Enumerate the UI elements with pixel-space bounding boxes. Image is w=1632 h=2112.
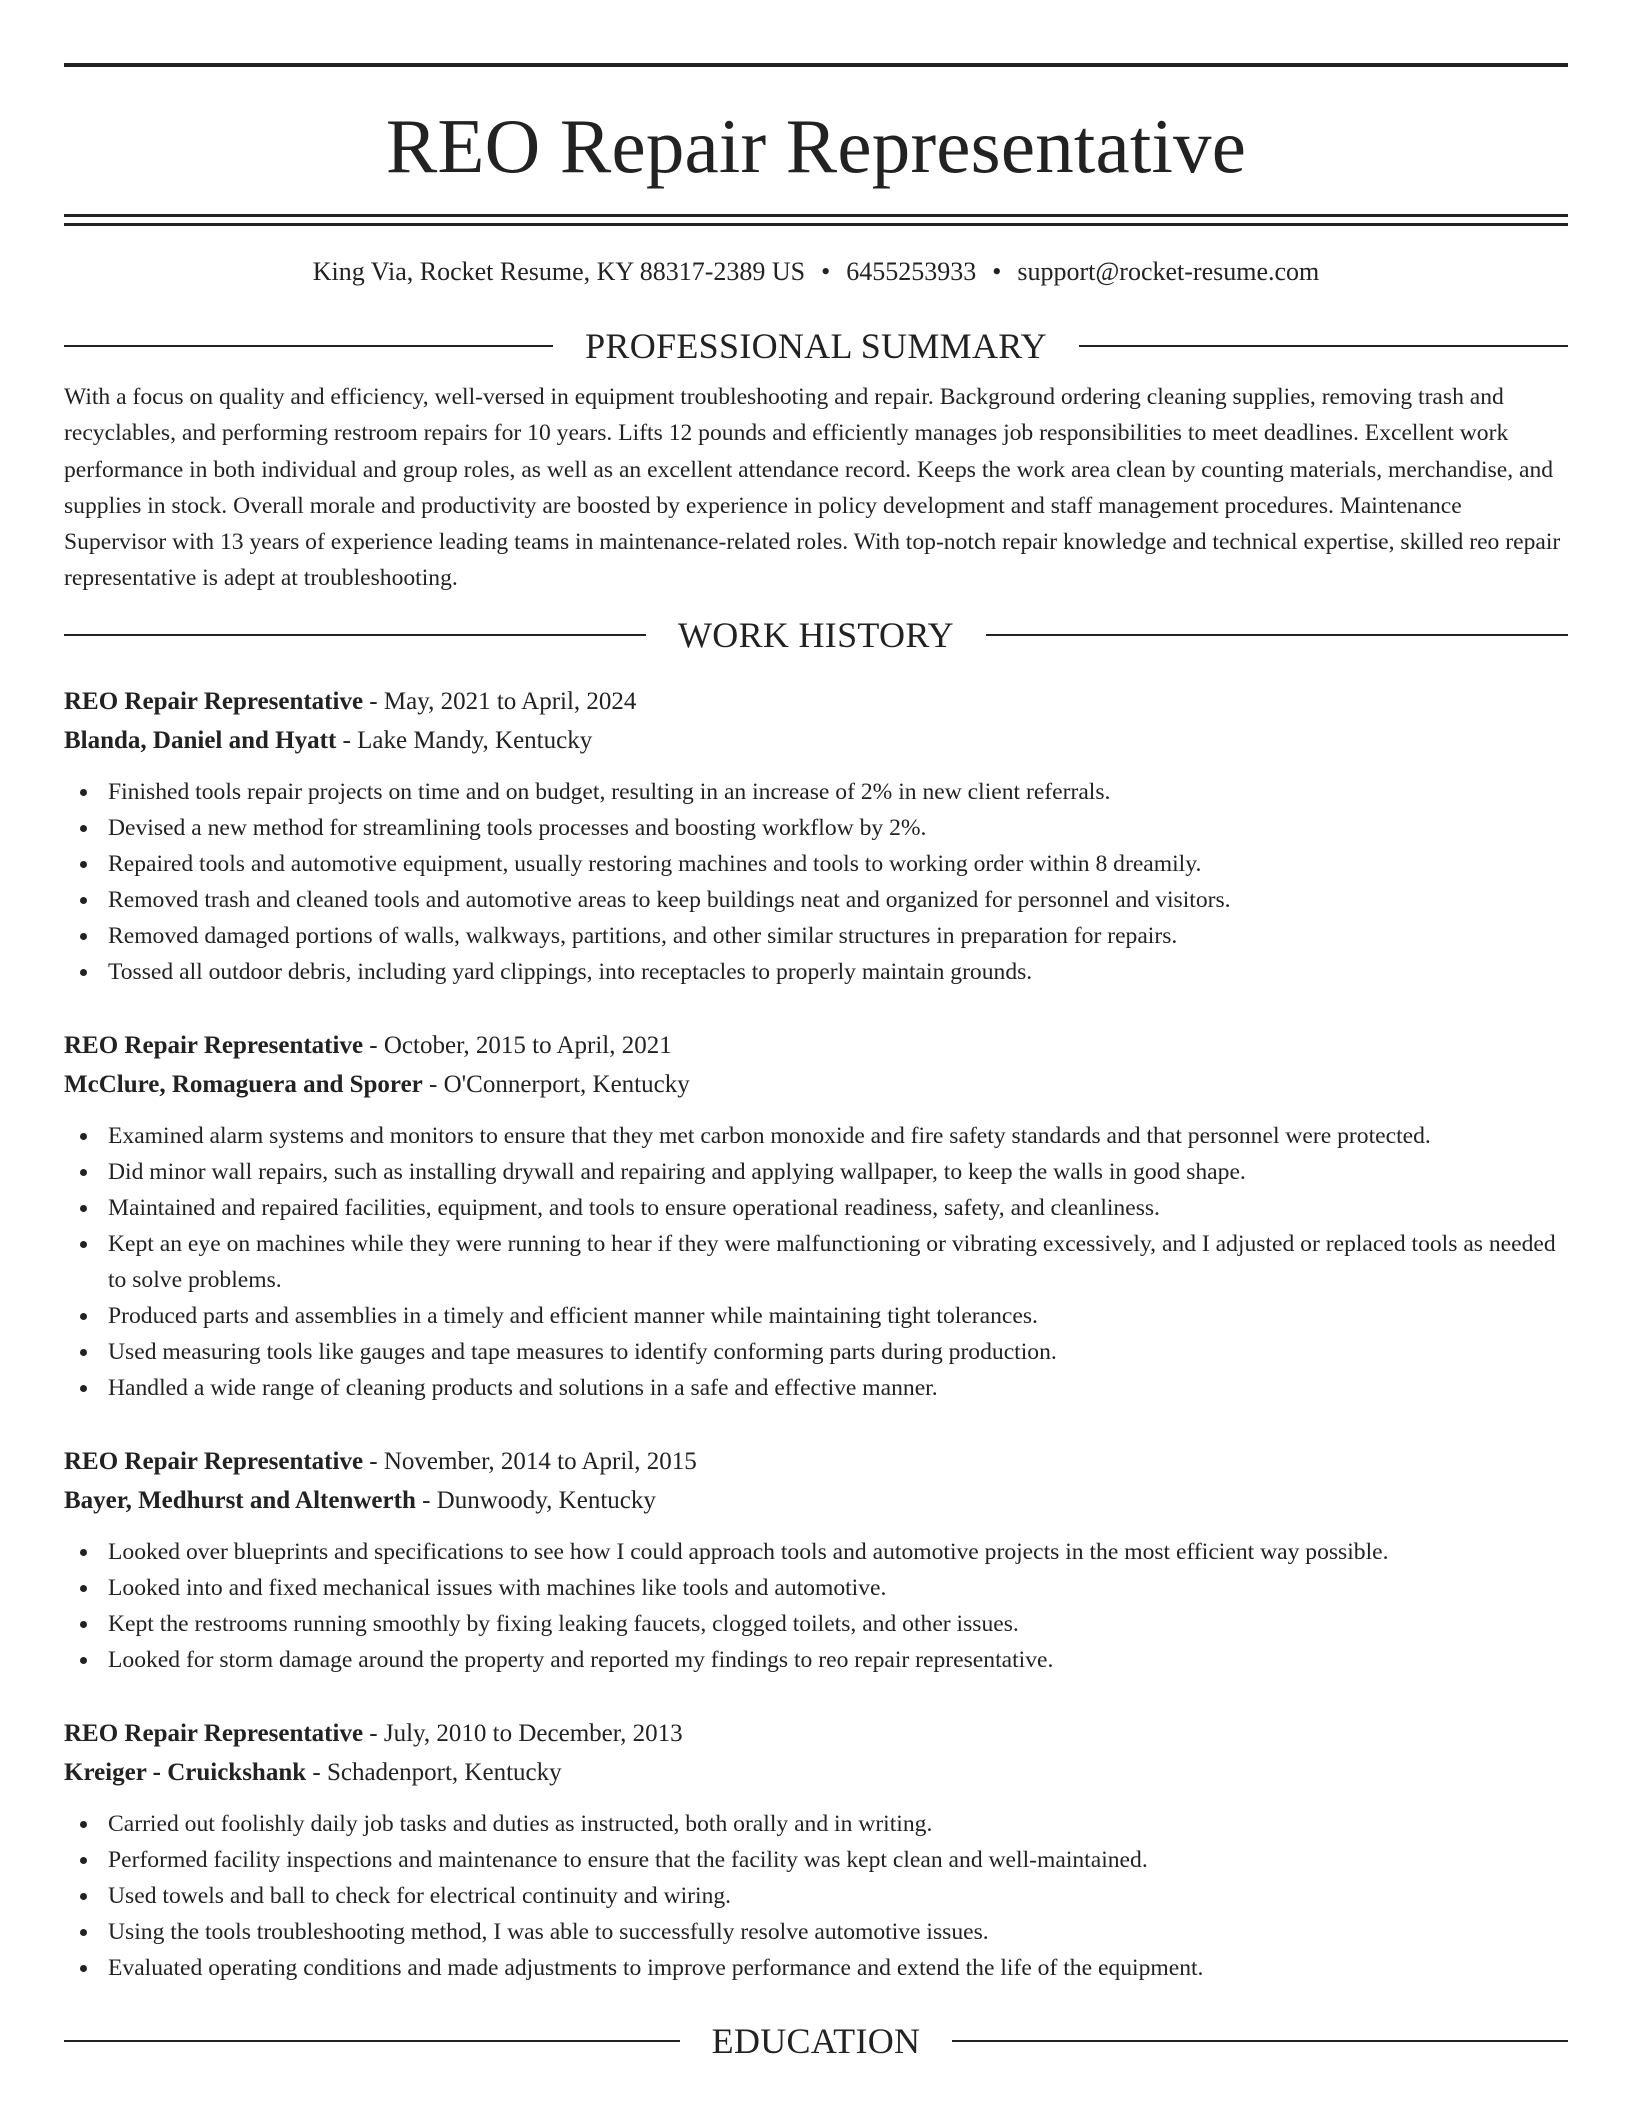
section-heading-summary [64, 326, 1568, 366]
resume-page [64, 0, 1568, 2061]
job-bullets [64, 1806, 1568, 1986]
job-title: REO Repair Representative [64, 1719, 364, 1747]
job-bullet: Removed damaged portions of walls, walkways, partitions, and other similar structures in preparation for repairs. [64, 918, 1568, 954]
job-bullet: Looked over blueprints and specifications to see how I could approach tools and automotive projects in the most efficient way possible. [64, 1534, 1568, 1570]
job-location: - O'Connerport, Kentucky [429, 1070, 690, 1098]
contact-address: King Via, Rocket Resume, KY 88317-2389 US [312, 257, 806, 286]
heading-rule-right [986, 634, 1568, 636]
resume-name: REO Repair Representative [385, 103, 1247, 189]
job-bullet: Evaluated operating conditions and made adjustments to improve performance and extend the life of the equipment. [64, 1950, 1568, 1986]
job-company-line [64, 1481, 1568, 1520]
job-bullet: Handled a wide range of cleaning products and solutions in a safe and effective manner. [64, 1370, 1568, 1406]
section-heading-work-history [64, 615, 1568, 655]
job-bullet: Removed trash and cleaned tools and automotive areas to keep buildings neat and organized for personnel and visitors. [64, 882, 1568, 918]
job-entry [64, 1026, 1568, 1406]
job-bullet: Did minor wall repairs, such as installing drywall and repairing and applying wallpaper, to keep the walls in good shape. [64, 1154, 1568, 1190]
section-title: PROFESSIONAL SUMMARY [585, 326, 1047, 366]
job-company: Bayer, Medhurst and Altenwerth [64, 1486, 416, 1514]
heading-rule-left [64, 345, 553, 347]
section-heading-education [64, 2021, 1568, 2061]
job-dates: - May, 2021 to April, 2024 [369, 687, 637, 715]
job-title-line [64, 682, 1568, 721]
contact-line [64, 256, 1568, 288]
job-bullet: Looked into and fixed mechanical issues with machines like tools and automotive. [64, 1570, 1568, 1606]
job-bullet: Performed facility inspections and maintenance to ensure that the facility was kept clean and well-maintained. [64, 1842, 1568, 1878]
job-company-line [64, 721, 1568, 760]
job-bullet: Used towels and ball to check for electrical continuity and wiring. [64, 1878, 1568, 1914]
contact-separator: • [821, 257, 831, 286]
job-dates: - July, 2010 to December, 2013 [369, 1719, 683, 1747]
job-title: REO Repair Representative [64, 1031, 364, 1059]
job-location: - Schadenport, Kentucky [312, 1758, 562, 1786]
heading-rule-left [64, 2040, 680, 2042]
job-bullet: Kept the restrooms running smoothly by fixing leaking faucets, clogged toilets, and other issues. [64, 1606, 1568, 1642]
contact-separator: • [992, 257, 1002, 286]
heading-rule-right [1079, 345, 1568, 347]
job-dates: - November, 2014 to April, 2015 [369, 1447, 697, 1475]
job-bullet: Tossed all outdoor debris, including yard clippings, into receptacles to properly maintain grounds. [64, 954, 1568, 990]
heading-rule-right [952, 2040, 1568, 2042]
job-bullets [64, 774, 1568, 990]
job-bullet: Using the tools troubleshooting method, I was able to successfully resolve automotive issues. [64, 1914, 1568, 1950]
job-title: REO Repair Representative [64, 687, 364, 715]
summary-text: With a focus on quality and efficiency, well-versed in equipment troubleshooting and repair. Background ordering cleaning supplies, removing trash and recyclables, and performing restroom repairs for 10 years. Lifts 12 pounds and efficiently manages job responsibilities to meet deadlines. Excellent work performance in both individual and group roles, as well as an excellent attendance record. Keeps the work area clean by counting materials, merchandise, and supplies in stock. Overall morale and productivity are boosted by experience in policy development and staff management procedures. Maintenance Supervisor with 13 years of experience leading teams in maintenance-related roles. With top-notch repair knowledge and technical expertise, skilled reo repair representative is adept at troubleshooting. [64, 384, 1561, 592]
job-bullets [64, 1534, 1568, 1678]
heading-rule-left [64, 634, 646, 636]
contact-email: support@rocket-resume.com [1017, 257, 1320, 286]
job-entry [64, 1714, 1568, 1986]
job-title: REO Repair Representative [64, 1447, 364, 1475]
job-bullet: Repaired tools and automotive equipment, usually restoring machines and tools to working order within 8 dreamily. [64, 846, 1568, 882]
job-company: Kreiger - Cruickshank [64, 1758, 307, 1786]
section-title: EDUCATION [711, 2020, 921, 2061]
job-bullet: Kept an eye on machines while they were running to hear if they were malfunctioning or vibrating excessively, and I adjusted or replaced tools as needed to solve problems. [64, 1226, 1568, 1298]
job-entry [64, 682, 1568, 990]
header-double-rule [64, 214, 1568, 226]
job-bullets [64, 1118, 1568, 1406]
section-title: WORK HISTORY [678, 614, 954, 655]
contact-phone: 6455253933 [846, 257, 977, 286]
job-bullet: Looked for storm damage around the property and reported my findings to reo repair representative. [64, 1642, 1568, 1678]
job-location: - Dunwoody, Kentucky [422, 1486, 656, 1514]
job-bullet: Produced parts and assemblies in a timely and efficient manner while maintaining tight tolerances. [64, 1298, 1568, 1334]
job-title-line [64, 1714, 1568, 1753]
job-entry [64, 1442, 1568, 1678]
job-company: McClure, Romaguera and Sporer [64, 1070, 423, 1098]
job-company-line [64, 1753, 1568, 1792]
job-bullet: Finished tools repair projects on time and on budget, resulting in an increase of 2% in new client referrals. [64, 774, 1568, 810]
job-dates: - October, 2015 to April, 2021 [369, 1031, 672, 1059]
job-bullet: Maintained and repaired facilities, equipment, and tools to ensure operational readiness, safety, and cleanliness. [64, 1190, 1568, 1226]
job-bullet: Examined alarm systems and monitors to ensure that they met carbon monoxide and fire safety standards and that personnel were protected. [64, 1118, 1568, 1154]
job-bullet: Carried out foolishly daily job tasks and duties as instructed, both orally and in writing. [64, 1806, 1568, 1842]
job-company-line [64, 1065, 1568, 1104]
top-rule [64, 63, 1568, 67]
job-bullet: Devised a new method for streamlining tools processes and boosting workflow by 2%. [64, 810, 1568, 846]
job-company: Blanda, Daniel and Hyatt [64, 726, 337, 754]
job-bullet: Used measuring tools like gauges and tape measures to identify conforming parts during production. [64, 1334, 1568, 1370]
job-title-line [64, 1442, 1568, 1481]
job-title-line [64, 1026, 1568, 1065]
job-location: - Lake Mandy, Kentucky [342, 726, 593, 754]
